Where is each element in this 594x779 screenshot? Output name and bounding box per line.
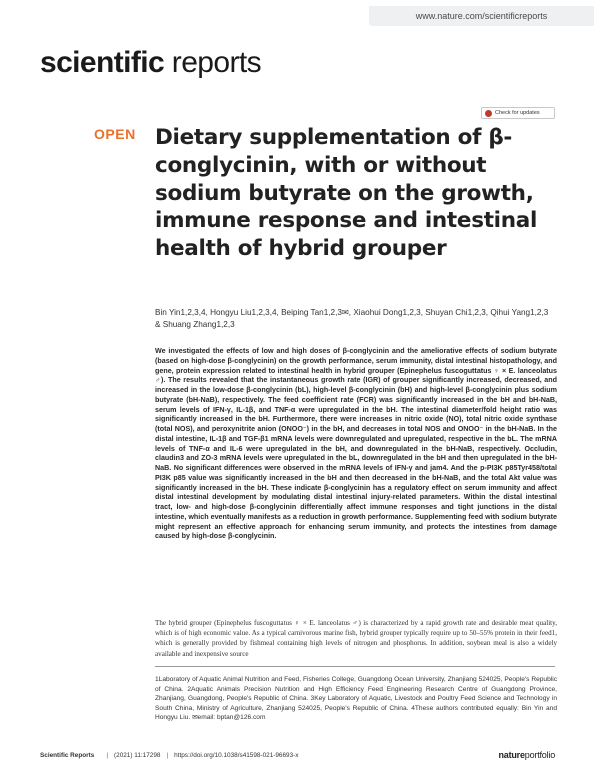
crossmark-icon <box>485 110 492 117</box>
open-access-label: OPEN <box>94 126 136 142</box>
journal-logo[interactable] <box>40 46 261 80</box>
publisher-light: portfolio <box>524 750 555 760</box>
nature-portfolio-logo[interactable] <box>498 750 555 760</box>
publisher-bold: nature <box>498 750 525 760</box>
journal-name-bold: scientific <box>40 46 165 79</box>
footer-separator: | <box>106 752 109 759</box>
footer-separator: | <box>166 752 169 759</box>
abstract: We investigated the effects of low and high doses of β-conglycinin and the ameliorative effects of sodium butyrate (based on high-dose β-conglycinin) on the growth performance, serum immunity, distal intestinal histopathology, and gene, protein expression related to intestinal health in hybrid grouper (Epinephelus fuscoguttatus ♀ × E. lanceolatus ♂). The results revealed that the instantaneous growth rate (IGR) of grouper significantly increased, decreased, and increased in the low-dose β-conglycinin (bL), high-level β-conglycinin (bH) and high-level β-conglycinin plus sodium butyrate (bH-NaB), respectively. The feed coefficient rate (FCR) was significantly increased in the bH and bH-NaB, serum levels of IFN-γ, IL-1β, and TNF-α were upregulated in the bH. The intestinal diameter/fold height ratio was significantly increased in the bH. Furthermore, there were increases in nitric oxide (NO), total nitric oxide synthase (total NOS), and peroxynitrite anion (ONOO⁻) in the bH, and decreases in total NOS and ONOO⁻ in the bH-NaB. In the distal intestine, IL-1β and TGF-β1 mRNA levels were downregulated and upregulated, respective in the bL. The mRNA levels of TNF-α and IL-6 were upregulated in the bH, and downregulated in the bH-NaB, respectively. Occludin, claudin3 and ZO-3 mRNA levels were upregulated in the bL, downregulated in the bH and then upregulated in the bH-NaB. No significant differences were observed in the mRNA levels of IFN-γ and jam4. And the p-PI3K p85Tyr458/total PI3K p85 value was significantly increased in the bH and then decreased in the bH-NaB, and the total Akt value was significantly increased in the bH. These indicate β-conglycinin has a regulatory effect on serum immunity and affect distal intestinal development by modulating distal intestinal injury-related parameters. Within the distal intestinal tract, low- and high-dose β-conglycinin differentially affect immune responses and tight junctions in the distal intestine, which eventually manifests as a reduction in growth performance. Supplementing feed with sodium butyrate might represent an effective approach for enhancing serum immunity, and protects the intestines from damage caused by high-dose β-conglycinin. <box>155 347 557 541</box>
footnote-divider <box>155 666 555 667</box>
journal-name-light: reports <box>164 46 261 79</box>
footer-citation: (2021) 11:17298 <box>114 752 161 759</box>
check-for-updates-button[interactable] <box>481 107 555 119</box>
article-title: Dietary supplementation of β-conglycinin, with or without sodium butyrate on the growth, immune response and intestinal health of hybrid grouper <box>155 125 538 262</box>
affiliations: 1Laboratory of Aquatic Animal Nutrition and Feed, Fisheries College, Guangdong Ocean University, Zhanjiang 524025, People's Republic of China. 2Aquatic Animals Precision Nutrition and High Efficiency Feed Engineering Research Centre of Guangdong Province, Zhanjiang, Guangdong, People's Republic of China. 3Key Laboratory of Aquatic, Livestock and Poultry Feed Science and Technology in South China, Ministry of Agriculture, Zhanjiang 524025, People's Republic of China. 4These authors contributed equally: Bin Yin and Hongyu Liu. ✉email: bptan@126.com <box>155 676 557 722</box>
footer-doi[interactable]: https://doi.org/10.1038/s41598-021-96693-x <box>174 752 299 759</box>
intro-paragraph: The hybrid grouper (Epinephelus fuscoguttatus ♀ × E. lanceolatus ♂) is characterized by a rapid growth rate and desirable meat quality, which is of high economic value. As a typical carnivorous marine fish, hybrid grouper typically require up to 50–55% protein in their feed1, which is generally provided by fishmeal containing high levels of nitrogen and phosphorus. In addition, soybean meal is also a widely available and inexpensive source <box>155 619 557 658</box>
site-url[interactable]: www.nature.com/scientificreports <box>369 6 594 26</box>
page-footer <box>40 752 555 759</box>
author-list[interactable]: Bin Yin1,2,3,4, Hongyu Liu1,2,3,4, Beiping Tan1,2,3✉, Xiaohui Dong1,2,3, Shuyan Chi1,2,3, Qihui Yang1,2,3 & Shuang Zhang1,2,3 <box>155 308 549 329</box>
footer-journal: Scientific Reports <box>40 752 95 759</box>
check-for-updates-label: Check for updates <box>495 110 540 116</box>
